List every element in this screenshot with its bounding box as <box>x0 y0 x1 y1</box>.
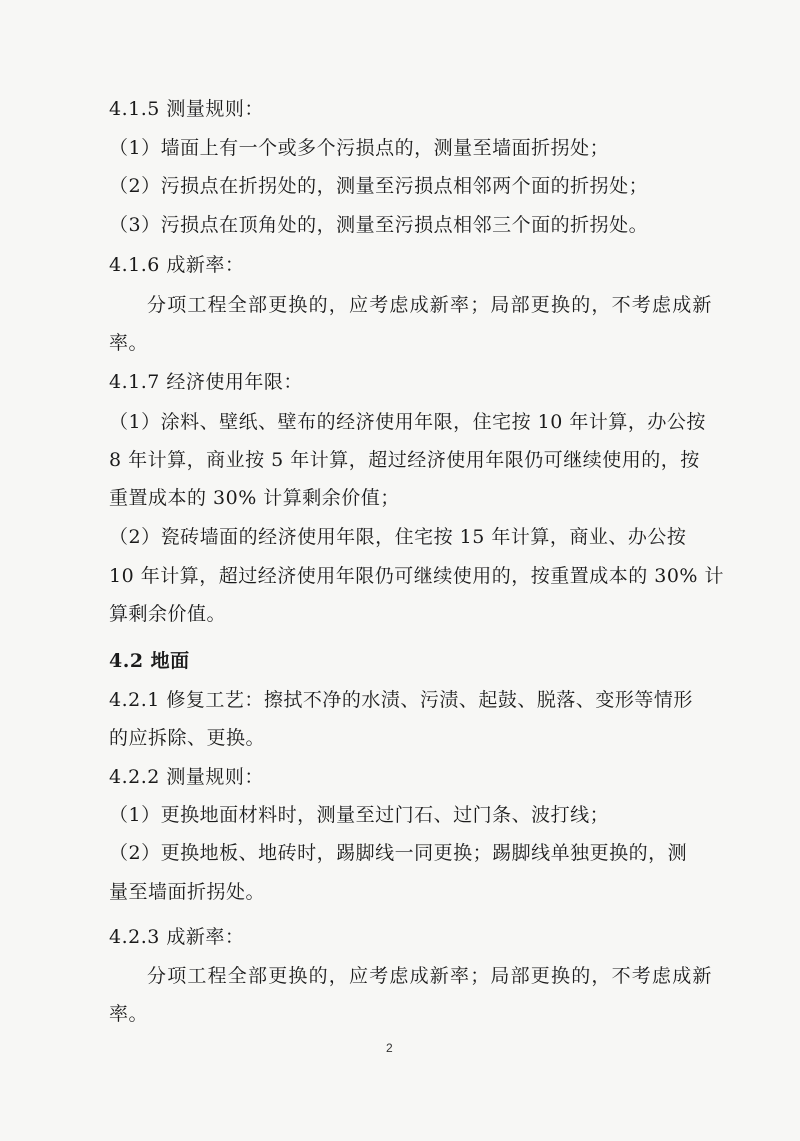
section-4-1-5-heading: 4.1.5 测量规则： <box>109 98 264 120</box>
paragraph-line: 分项工程全部更换的，应考虑成新率；局部更换的，不考虑成新 <box>147 965 713 987</box>
section-4-2-1-line: 的应拆除、更换。 <box>109 727 266 749</box>
list-item: （2）瓷砖墙面的经济使用年限，住宅按 15 年计算，商业、办公按 <box>109 526 687 548</box>
paragraph-line: 率。 <box>109 332 149 354</box>
list-item-continued: 量至墙面折拐处。 <box>109 881 266 903</box>
list-item: （1）涂料、壁纸、壁布的经济使用年限，住宅按 10 年计算，办公按 <box>109 411 706 433</box>
paragraph-line: 率。 <box>109 1003 149 1025</box>
section-4-2-2-heading: 4.2.2 测量规则： <box>109 766 264 788</box>
list-item: （2）更换地板、地砖时，踢脚线一同更换；踢脚线单独更换的，测 <box>109 842 688 864</box>
section-4-2-3-heading: 4.2.3 成新率： <box>109 926 245 948</box>
section-4-1-7-heading: 4.1.7 经济使用年限： <box>109 371 303 393</box>
list-item-continued: 重置成本的 30% 计算剩余价值； <box>109 487 400 509</box>
list-item: （1）墙面上有一个或多个污损点的，测量至墙面折拐处； <box>109 137 610 159</box>
list-item-continued: 8 年计算，商业按 5 年计算，超过经济使用年限仍可继续使用的，按 <box>109 449 700 471</box>
list-item-continued: 10 年计算，超过经济使用年限仍可继续使用的，按重置成本的 30% 计 <box>109 565 725 587</box>
list-item: （3）污损点在顶角处的，测量至污损点相邻三个面的折拐处。 <box>109 214 649 236</box>
list-item: （1）更换地面材料时，测量至过门石、过门条、波打线； <box>109 804 610 826</box>
section-4-2-heading: 4.2 地面 <box>109 650 190 672</box>
section-4-2-1-line: 4.2.1 修复工艺：擦拭不净的水渍、污渍、起鼓、脱落、变形等情形 <box>109 689 693 711</box>
section-4-1-6-heading: 4.1.6 成新率： <box>109 254 245 276</box>
list-item: （2）污损点在折拐处的，测量至污损点相邻两个面的折拐处； <box>109 175 649 197</box>
page-number: 2 <box>386 1041 393 1055</box>
list-item-continued: 算剩余价值。 <box>109 603 227 625</box>
paragraph-line: 分项工程全部更换的，应考虑成新率；局部更换的，不考虑成新 <box>147 294 713 316</box>
